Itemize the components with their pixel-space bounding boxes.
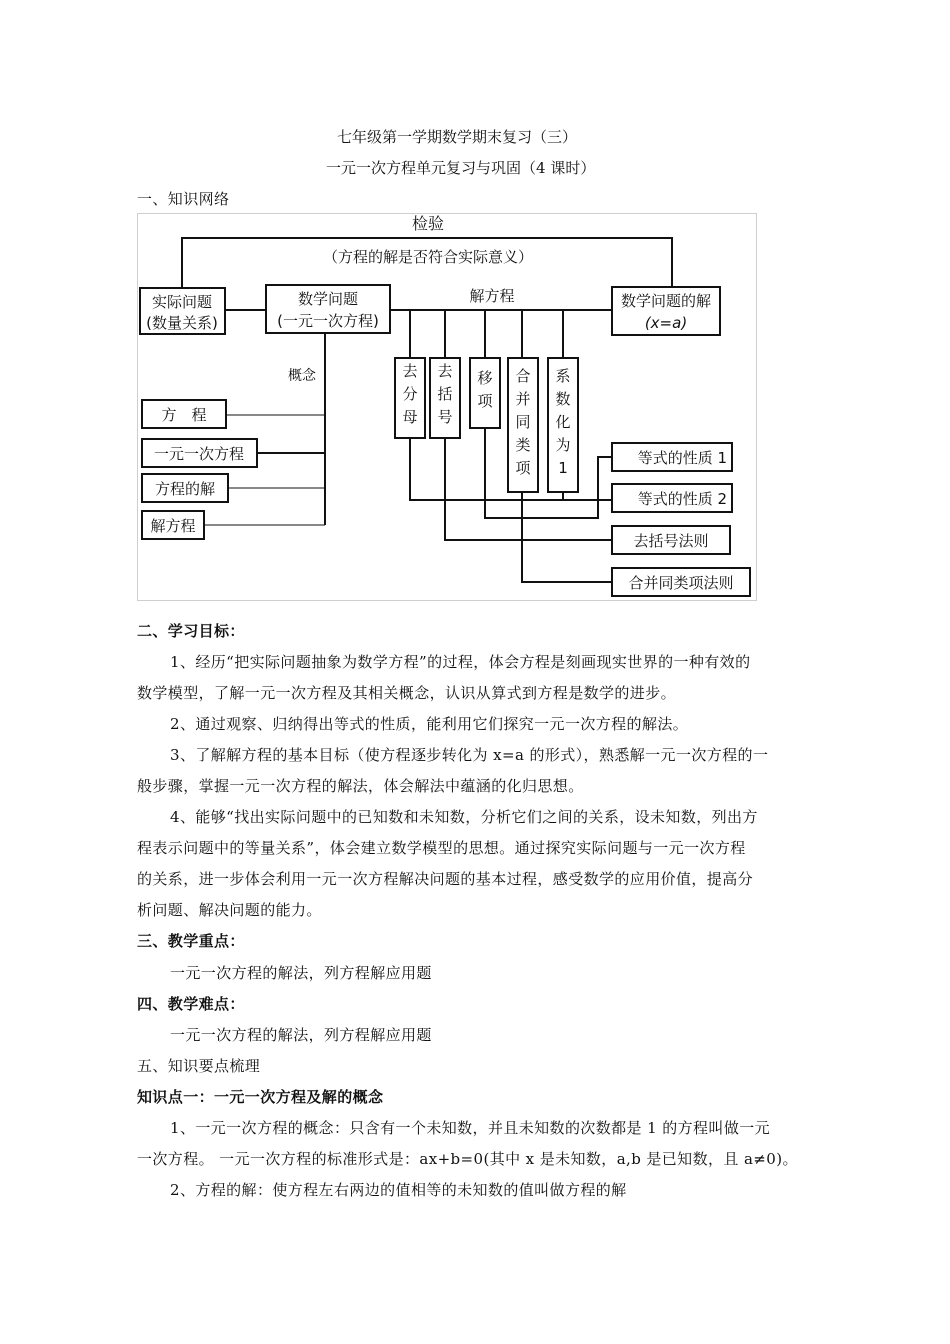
kp1-line: 一次方程。 一元一次方程的标准形式是：ax+b=0(其中 x 是未知数，a,b 是已知数，且 a≠0)。 (137, 1150, 798, 1168)
key-point-text: 一元一次方程的解法，列方程解应用题 (170, 964, 432, 982)
goal-line: 程表示问题中的等量关系”，体会建立数学模型的思想。通过探究实际问题与一元一次方程 (137, 839, 746, 857)
real-problem-label: 实际问题 (151, 293, 213, 311)
step-denominator-label: 去分母 (402, 362, 418, 426)
math-solution-sub: (x=a) (644, 314, 688, 332)
knowledge-network-diagram (0, 0, 950, 620)
difficulty-text: 一元一次方程的解法，列方程解应用题 (170, 1026, 432, 1044)
concept-linear-equation: 一元一次方程 (153, 445, 245, 463)
concept-solution: 方程的解 (154, 480, 216, 498)
goal-line: 4、能够“找出实际问题中的已知数和未知数，分析它们之间的关系，设未知数，列出方 (170, 808, 758, 826)
check-label: 检验 (411, 214, 445, 233)
kp1-line: 1、一元一次方程的概念：只含有一个未知数，并且未知数的次数都是 1 的方程叫做一元 (170, 1119, 771, 1137)
math-problem-label: 数学问题 (297, 290, 359, 308)
rule-property1: 等式的性质 1 (637, 449, 727, 467)
goal-line: 1、经历“把实际问题抽象为数学方程”的过程，体会方程是刻画现实世界的一种有效的 (170, 653, 751, 671)
real-problem-sub: (数量关系) (146, 314, 218, 332)
goal-line: 的关系，进一步体会利用一元一次方程解决问题的基本过程，感受数学的应用价值，提高分 (137, 870, 754, 888)
concept-equation: 方 程 (161, 406, 207, 424)
step-brackets-label: 去括号 (437, 362, 453, 426)
concept-solve: 解方程 (150, 517, 196, 535)
check-note: （方程的解是否符合实际意义） (322, 248, 534, 266)
page-title: 七年级第一学期数学期末复习（三） (337, 128, 578, 146)
step-transpose-label: 移项 (477, 369, 493, 410)
step-coefficient-label: 系数化为 1 (555, 367, 571, 477)
concept-label: 概念 (288, 368, 316, 384)
section-heading-2: 二、学习目标： (137, 622, 245, 640)
goal-line: 析问题、解决问题的能力。 (137, 901, 322, 919)
rule-combine: 合并同类项法则 (628, 574, 734, 592)
step-combine-label: 合并同类项 (515, 367, 531, 477)
solve-label: 解方程 (469, 287, 515, 305)
section-heading-3: 三、教学重点： (137, 932, 245, 950)
kp1-line: 2、方程的解：使方程左右两边的值相等的未知数的值叫做方程的解 (170, 1181, 627, 1199)
knowledge-point-1-title: 知识点一：一元一次方程及解的概念 (137, 1088, 384, 1106)
math-problem-sub: (一元一次方程) (277, 312, 379, 330)
page-subtitle: 一元一次方程单元复习与巩固（4 课时） (326, 159, 596, 177)
goal-line: 数学模型，了解一元一次方程及其相关概念，认识从算式到方程是数学的进步。 (137, 684, 677, 702)
goal-line: 3、了解解方程的基本目标（使方程逐步转化为 x=a 的形式），熟悉解一元一次方程的一 (170, 746, 769, 764)
section-heading-4: 四、教学难点： (137, 995, 245, 1013)
goal-line: 2、通过观察、归纳得出等式的性质，能利用它们探究一元一次方程的解法。 (170, 715, 689, 733)
rule-bracket: 去括号法则 (633, 532, 709, 550)
rule-property2: 等式的性质 2 (637, 490, 727, 508)
section-heading-5: 五、知识要点梳理 (137, 1057, 261, 1075)
goal-line: 般步骤，掌握一元一次方程的解法，体会解法中蕴涵的化归思想。 (137, 777, 584, 795)
section-heading-1: 一、知识网络 (137, 190, 230, 208)
math-solution-label: 数学问题的解 (620, 292, 712, 310)
